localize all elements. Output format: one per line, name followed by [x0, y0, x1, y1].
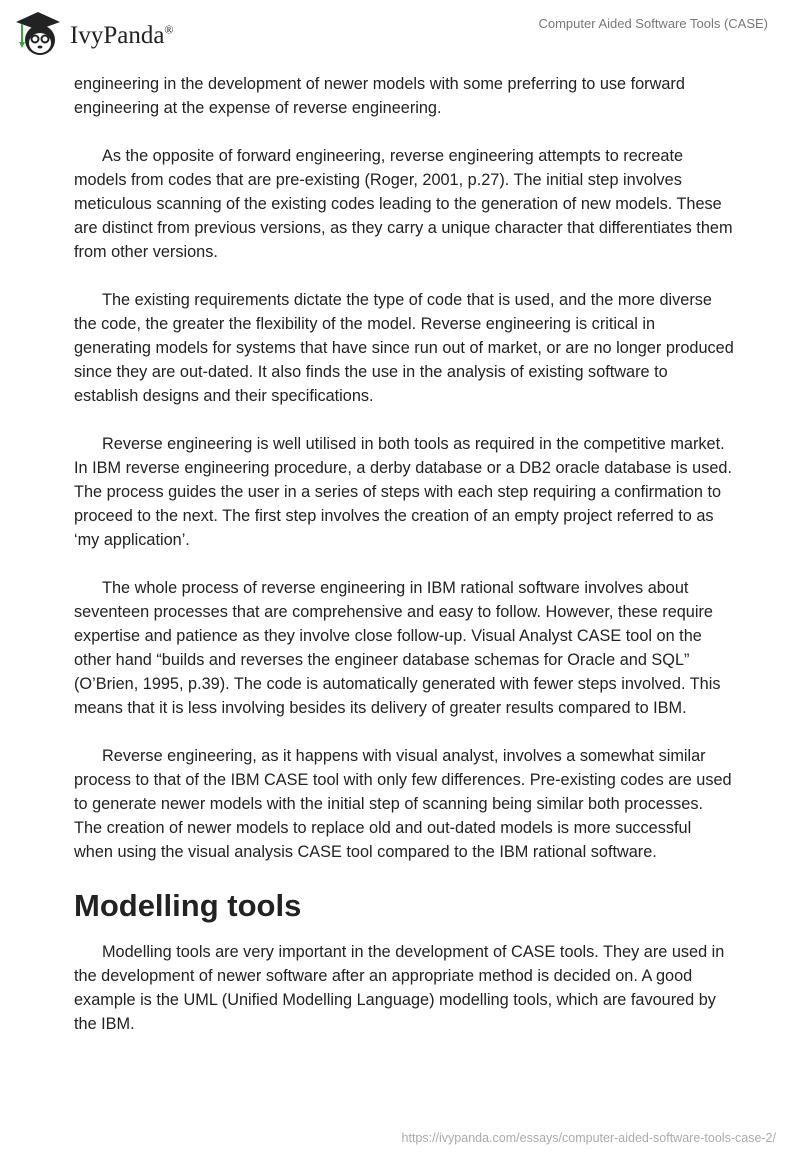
paragraph: The whole process of reverse engineering in IBM rational software involves about seventeen processes that are comprehensive and easy to follow. However, these require expertise and patience as they involve close follow-up. Visual Analyst CASE tool on the other hand “builds and reverses the engineer database schemas for Oracle and SQL” (O’Brien, 1995, p.39). The code is automatically generated with fewer steps involved. This means that it is less involving besides its delivery of greater results compared to IBM. [74, 579, 721, 717]
source-url[interactable]: https://ivypanda.com/essays/computer-aided-software-tools-case-2/ [401, 1131, 776, 1145]
paragraph: The existing requirements dictate the type of code that is used, and the more diverse the code, the greater the flexibility of the model. Reverse engineering is critical in generating models for systems that have since run out of market, or are no longer produced since they are out-dated. It also finds the use in the analysis of existing software to establish designs and their specifications. [74, 291, 734, 405]
ivypanda-logo[interactable] [12, 8, 174, 58]
brand-name: IvyPanda [70, 22, 165, 49]
paragraph: As the opposite of forward engineering, reverse engineering attempts to recreate models from codes that are pre-existing (Roger, 2001, p.27). The initial step involves meticulous scanning of the existing codes leading to the generation of new models. These are distinct from previous versions, as they carry a unique character that differentiates them from other versions. [74, 147, 733, 261]
document-title: Computer Aided Software Tools (CASE) [538, 16, 768, 31]
paragraph: Reverse engineering, as it happens with visual analyst, involves a somewhat similar process to that of the IBM CASE tool with only few differences. Pre-existing codes are used to generate newer models with the initial step of scanning being similar both processes. The creation of newer models to replace old and out-dated models is more successful when using the visual analysis CASE tool compared to the IBM rational software. [74, 747, 732, 861]
registered-mark: ® [164, 22, 174, 37]
page-header [0, 0, 800, 60]
essay-content [74, 72, 734, 1060]
paragraph: Reverse engineering is well utilised in both tools as required in the competitive market. In IBM reverse engineering procedure, a derby database or a DB2 oracle database is used. The process guides the user in a series of steps with each step requiring a confirmation to proceed to the next. The first step involves the creation of an empty project referred to as ‘my application’. [74, 435, 732, 549]
paragraph: Modelling tools are very important in the development of CASE tools. They are used in the development of newer software after an appropriate method is decided on. A good example is the UML (Unified Modelling Language) modelling tools, which are favoured by the IBM. [74, 943, 725, 1033]
paragraph: engineering in the development of newer models with some preferring to use forward engineering at the expense of reverse engineering. [74, 75, 685, 117]
panda-logo-icon [12, 8, 64, 58]
section-heading: Modelling tools [74, 888, 302, 923]
